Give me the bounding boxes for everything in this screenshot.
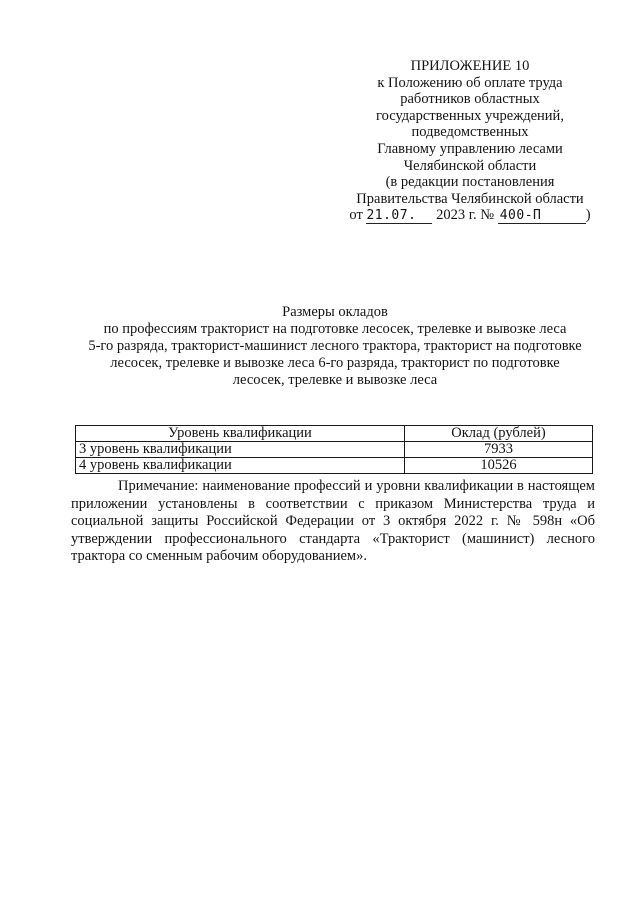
date-prefix: от [349, 207, 363, 224]
appendix-line: подведомственных [411, 124, 529, 141]
qualification-cell: 4 уровень квалификации [76, 458, 405, 474]
appendix-line: работников областных [400, 91, 540, 108]
handwritten-date: 21.07. [366, 209, 432, 224]
note-text: Примечание: наименование профессий и уровни квалификации в настоящем приложении установлены в соответствии с приказом Министерства труда и социальной защиты Российской Федерации от 3 октября 2022 г. № 598н «Об утверждении профессионального стандарта «Тракторист (машинист) лесного трактора со сменным рабочим оборудованием». [71, 478, 595, 565]
heading-line: по профессиям тракторист на подготовке лесосек, трелевке и вывозке леса [103, 321, 567, 337]
header-qualification: Уровень квалификации [76, 426, 405, 442]
document-heading [60, 304, 610, 389]
closing-paren: ) [585, 207, 591, 224]
table-header-row [76, 426, 593, 442]
appendix-line: к Положению об оплате труда [377, 74, 563, 91]
heading-line: 5-го разряда, тракторист-машинист лесного трактора, тракторист на подготовке [88, 338, 582, 354]
note-paragraph [71, 478, 595, 566]
appendix-line: (в редакции постановления [385, 174, 555, 191]
table-row [76, 442, 593, 458]
qualification-cell: 3 уровень квалификации [76, 442, 405, 458]
heading-title: Размеры окладов [282, 304, 388, 320]
year-text: 2023 г. № [436, 207, 495, 224]
appendix-line: государственных учреждений, [376, 107, 564, 124]
appendix-date-line [340, 207, 600, 224]
handwritten-number: 400-П [498, 209, 586, 224]
appendix-line: Главному управлению лесами [377, 140, 563, 157]
appendix-header [340, 58, 600, 224]
salary-cell: 10526 [405, 458, 593, 474]
salary-table [75, 425, 593, 474]
salary-cell: 7933 [405, 442, 593, 458]
heading-line: лесосек, трелевке и вывозке леса [232, 372, 438, 388]
appendix-line: Челябинской области [403, 157, 537, 174]
header-salary: Оклад (рублей) [405, 426, 593, 442]
appendix-line: Правительства Челябинской области [356, 190, 584, 207]
appendix-title: ПРИЛОЖЕНИЕ 10 [410, 58, 530, 74]
table-row [76, 458, 593, 474]
heading-line: лесосек, трелевке и вывозке леса 6-го разряда, тракторист по подготовке [110, 355, 560, 371]
